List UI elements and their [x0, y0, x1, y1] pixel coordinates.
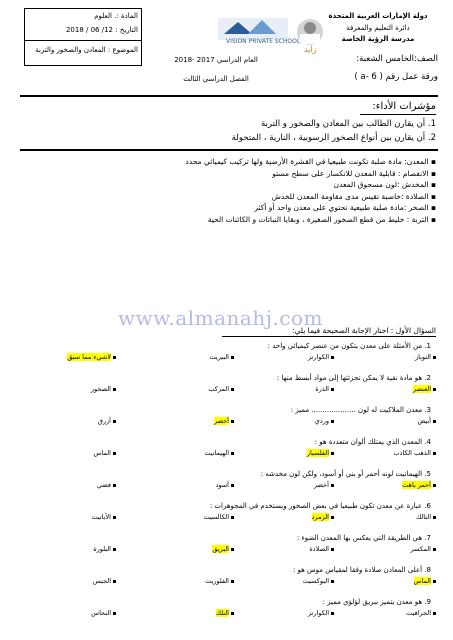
school-name-en: VISION PRIVATE SCHOOL	[226, 38, 301, 45]
bullet-icon	[331, 516, 334, 519]
option-label: أسود	[215, 481, 229, 489]
question-text: 2. هو مادة نقية لا يمكن تجزئتها إلى مواد أبسط منها :	[276, 374, 431, 382]
section1-title: السؤال الأول : اختار الإجابة الصحيحة فيما يلي:	[291, 326, 436, 335]
objective-2: 2. أن يقارن بين أنواع الصخور الرسوبية ، النارية ، المتحولة	[231, 133, 436, 143]
bullet-icon	[231, 420, 234, 423]
option-label: العنصر	[412, 385, 431, 393]
worksheet-number: ورقة عمل رقم ( a- 6 )	[354, 72, 438, 82]
answer-option[interactable]	[258, 353, 336, 361]
answer-option[interactable]	[40, 449, 118, 457]
answer-option[interactable]	[40, 545, 118, 553]
bullet-icon	[231, 484, 234, 487]
bullet-icon	[331, 420, 334, 423]
answer-option[interactable]	[360, 577, 438, 585]
answer-option[interactable]	[258, 481, 336, 489]
option-label: الذرة	[315, 385, 329, 393]
bullet-icon	[331, 388, 334, 391]
question-text: 3. معدن الملاكيت له لون .................... مميز :	[290, 406, 431, 414]
answer-option[interactable]	[40, 353, 118, 361]
watermark: www.almanahj.com	[118, 306, 324, 330]
academic-year: العام الدراسي 2017 -2018	[174, 56, 258, 64]
bullet-icon	[433, 548, 436, 551]
answer-option[interactable]	[158, 481, 236, 489]
bullet-icon	[433, 516, 436, 519]
section1-underline	[222, 336, 436, 337]
answer-option[interactable]	[360, 385, 438, 393]
bullet-icon	[113, 452, 116, 455]
option-label: البيريت	[209, 353, 229, 361]
answer-option[interactable]	[40, 513, 118, 521]
bullet-icon	[231, 356, 234, 359]
bullet-icon	[433, 388, 436, 391]
bullet-icon	[433, 580, 436, 583]
answer-option[interactable]	[158, 545, 236, 553]
option-label: الكوارتز	[307, 353, 329, 361]
option-label: المركب	[208, 385, 229, 393]
objectives-title: مؤشرات الأداء:	[372, 101, 436, 112]
answer-option[interactable]	[258, 385, 336, 393]
bullet-icon	[231, 612, 234, 615]
bullet-icon	[433, 420, 436, 423]
option-label: لاشيء مما سبق	[67, 353, 111, 361]
option-label: الجرافيت	[406, 609, 431, 617]
school-logo	[218, 16, 330, 56]
answer-option[interactable]	[40, 385, 118, 393]
answer-option[interactable]	[158, 513, 236, 521]
bullet-icon	[231, 548, 234, 551]
topic-label: الموضوع : المعادن والصخور والتربة	[35, 46, 138, 54]
option-label: البوكسيت	[302, 577, 329, 585]
answer-option[interactable]	[40, 417, 118, 425]
definition-item: ▪ الصخر :مادة صلبة طبيعية تحتوي على معدن واحد أو أكثر	[254, 203, 436, 212]
option-label: النحاس	[91, 609, 111, 617]
option-label: التلك	[215, 609, 229, 617]
question-text: 7. هي الطريقة التي يعكس بها المعدن الضوء :	[296, 534, 431, 542]
answer-option[interactable]	[360, 353, 438, 361]
objectives-underline	[360, 114, 436, 115]
answer-option[interactable]	[258, 417, 336, 425]
option-label: الأباتيت	[91, 513, 111, 521]
option-label: أحمر باهت	[402, 481, 431, 489]
answer-option[interactable]	[360, 481, 438, 489]
info-divider	[24, 40, 142, 41]
answer-option[interactable]	[360, 417, 438, 425]
option-label: وردي	[314, 417, 329, 425]
option-label: فضي	[96, 481, 111, 489]
objective-1: 1. أن يقارن الطالب بين المعادن والصخور و التربة	[260, 119, 436, 129]
answer-option[interactable]	[40, 481, 118, 489]
answer-option[interactable]	[158, 449, 236, 457]
question-text: 5. الهيماتيت لونه أحمر أو بني أو أسود، ولكن لون مخدشه :	[260, 470, 431, 478]
answer-option[interactable]	[258, 449, 336, 457]
bullet-icon	[433, 452, 436, 455]
bullet-icon	[113, 612, 116, 615]
option-label: أخضر	[313, 481, 329, 489]
definition-item: ▪ الصلادة :خاصية تقيس مدى مقاومة المعدن للخدش	[271, 191, 436, 201]
definition-item: ▪ المعدن: مادة صلبة تكونت طبيعيا في القشرة الأرضية ولها تركيب كيميائي محدد	[185, 157, 436, 166]
bullet-icon	[113, 356, 116, 359]
option-label: البلورة	[93, 545, 111, 553]
option-label: التالك	[415, 513, 431, 521]
bullet-icon	[331, 612, 334, 615]
answer-option[interactable]	[360, 449, 438, 457]
option-label: الكالسيت	[203, 513, 229, 521]
option-label: الكوارتز	[307, 609, 329, 617]
option-label: الماس	[413, 577, 431, 585]
answer-option[interactable]	[158, 609, 236, 617]
answer-option[interactable]	[258, 545, 336, 553]
answer-option[interactable]	[258, 577, 336, 585]
question-text: 4. المعدن الذي يمتلك ألوان متعددة هو :	[314, 438, 431, 446]
bullet-icon	[113, 484, 116, 487]
definition-item: ▪ التربة : خليط من قطع الصخور الصغيرة ، وبقايا النباتات و الكائنات الحية	[207, 214, 436, 224]
option-label: الهيماتيت	[204, 449, 229, 457]
option-label: الصلادة	[309, 545, 329, 553]
bullet-icon	[113, 516, 116, 519]
term-label: الفصل الدراسي الثالث	[183, 75, 249, 83]
bullet-icon	[231, 388, 234, 391]
option-label: الفلسبار	[306, 449, 329, 457]
bullet-icon	[113, 388, 116, 391]
question-text: 9. هو معدن يتميز ببريق لؤلؤي مميز :	[322, 598, 431, 606]
bullet-icon	[113, 580, 116, 583]
bullet-icon	[331, 484, 334, 487]
option-label: البريق	[212, 545, 229, 553]
bullet-icon	[331, 580, 334, 583]
answer-option[interactable]	[258, 513, 336, 521]
option-label: أزرق	[97, 417, 111, 425]
bullet-icon	[113, 420, 116, 423]
ministry-name: دائرة التعليم والمعرفة	[346, 24, 410, 32]
option-label: المكسر	[410, 545, 431, 553]
answer-option[interactable]	[158, 353, 236, 361]
grade-label: الصف:الخامس الشعبة:	[356, 54, 438, 64]
date-label: التاريخ : 12/ 06 / 2018	[65, 26, 138, 34]
question-text: 6. عبارة عن معدن تكون طبيعيا في بعض الصخور ويستخدم في المجوهرات :	[209, 502, 431, 510]
answer-option[interactable]	[158, 577, 236, 585]
answer-option[interactable]	[158, 417, 236, 425]
definition-item: ▪ المخدش :لون مسحوق المعدن	[333, 180, 436, 189]
objectives-divider	[20, 149, 438, 151]
bullet-icon	[113, 548, 116, 551]
option-label: أبيض	[417, 417, 431, 425]
bullet-icon	[433, 612, 436, 615]
answer-option[interactable]	[360, 545, 438, 553]
header-divider	[20, 95, 438, 97]
bullet-icon	[433, 356, 436, 359]
answer-option[interactable]	[258, 609, 336, 617]
svg-text:زايد: زايد	[304, 45, 317, 54]
answer-option[interactable]	[40, 577, 118, 585]
bullet-icon	[231, 580, 234, 583]
country-name: دولة الإمارات العربية المتحدة	[328, 12, 428, 20]
school-name: مدرسة الرؤية الخاصة	[341, 35, 415, 43]
definitions-list	[24, 156, 436, 225]
option-label: التوباز	[414, 353, 431, 361]
bullet-icon	[331, 356, 334, 359]
bullet-icon	[433, 484, 436, 487]
bullet-icon	[231, 516, 234, 519]
answer-option[interactable]	[158, 385, 236, 393]
bullet-icon	[331, 548, 334, 551]
option-label: الذهب الكاذب	[393, 449, 431, 457]
option-label: الصخور	[90, 385, 111, 393]
answer-option[interactable]	[40, 609, 118, 617]
answer-option[interactable]	[360, 609, 438, 617]
definition-item: ▪ الانفصام : قابلية المعدن للانكسار على سطح مستو	[272, 168, 436, 178]
bullet-icon	[331, 452, 334, 455]
subject-label: المادة :. العلوم	[94, 12, 138, 20]
bullet-icon	[231, 452, 234, 455]
option-label: أخضر	[213, 417, 229, 425]
option-label: الماس	[93, 449, 111, 457]
option-label: الزمرد	[311, 513, 329, 521]
option-label: الفلوريت	[205, 577, 229, 585]
answer-option[interactable]	[360, 513, 438, 521]
option-label: الجبس	[92, 577, 111, 585]
question-text: 1. من الأمثلة على معدن يتكون من عنصر كيميائي واحد :	[267, 342, 431, 350]
question-text: 8. أعلى المعادن صلادة وفقا لمقياس موس هو :	[292, 566, 431, 574]
